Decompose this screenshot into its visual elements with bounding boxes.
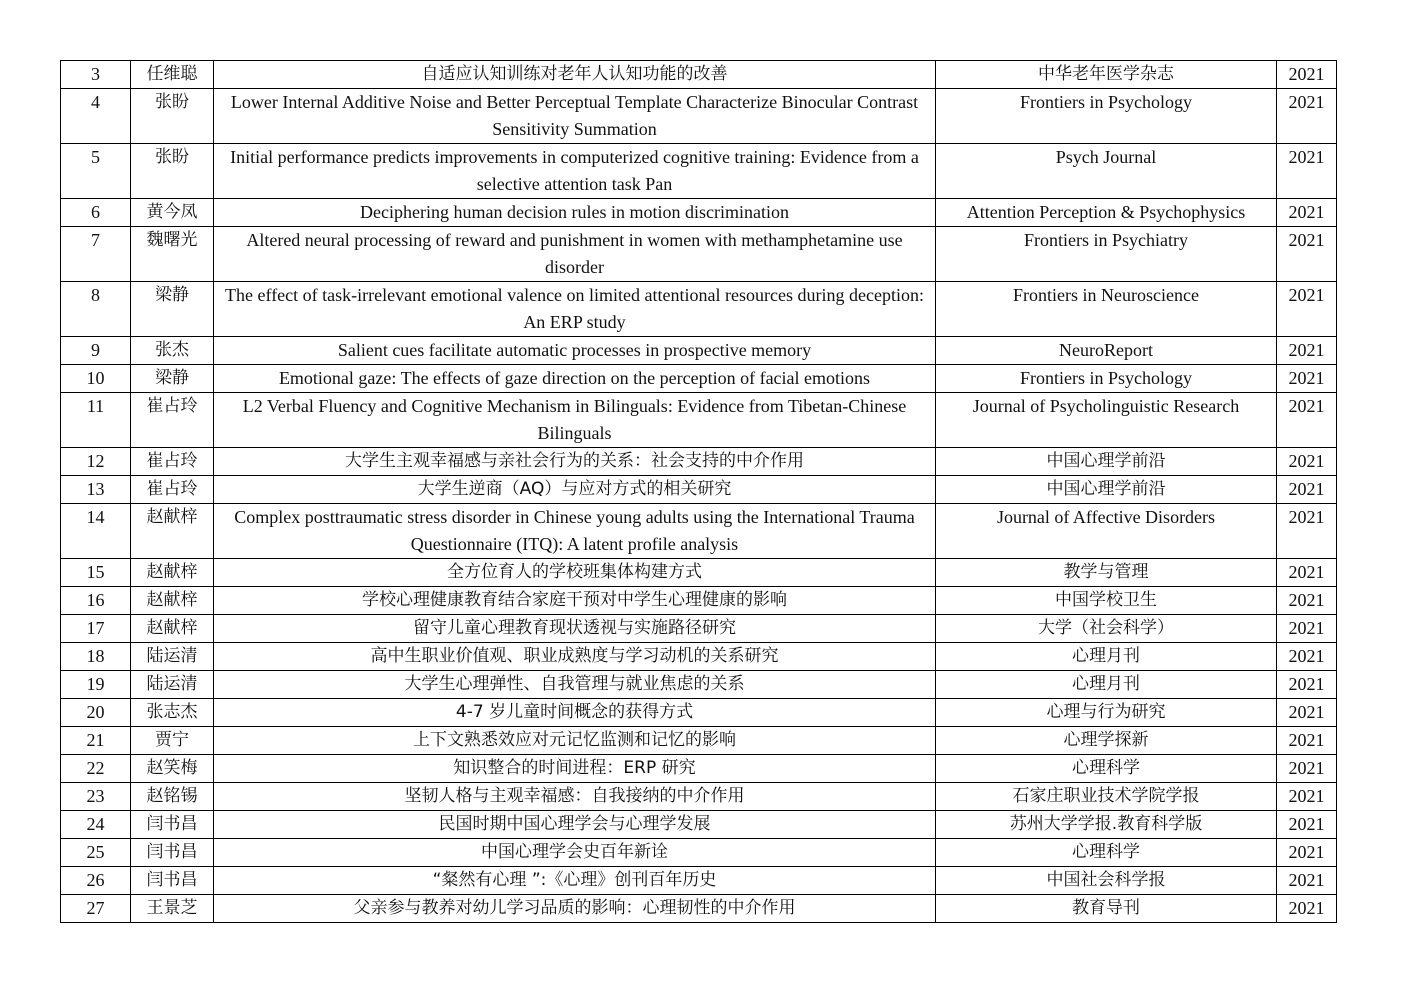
table-row bbox=[61, 643, 1337, 671]
paper-title-cell: 高中生职业价值观、职业成熟度与学习动机的关系研究 bbox=[214, 643, 936, 671]
paper-title-cell: Deciphering human decision rules in motion discrimination bbox=[214, 199, 936, 227]
paper-title-cell: Complex posttraumatic stress disorder in Chinese young adults using the International Trauma Questionnaire (ITQ): A latent profile analysis bbox=[214, 504, 936, 559]
publications-table-body bbox=[61, 61, 1337, 923]
paper-title-cell: Lower Internal Additive Noise and Better Perceptual Template Characterize Binocular Contrast Sensitivity Summation bbox=[214, 89, 936, 144]
journal-cell: 心理月刊 bbox=[936, 643, 1277, 671]
table-row bbox=[61, 365, 1337, 393]
year-cell: 2021 bbox=[1277, 839, 1337, 867]
table-row bbox=[61, 144, 1337, 199]
author-cell: 黄今凤 bbox=[131, 199, 214, 227]
row-number: 19 bbox=[61, 671, 131, 699]
author-cell: 闫书昌 bbox=[131, 839, 214, 867]
row-number: 8 bbox=[61, 282, 131, 337]
author-cell: 闫书昌 bbox=[131, 811, 214, 839]
table-row bbox=[61, 587, 1337, 615]
row-number: 22 bbox=[61, 755, 131, 783]
year-cell: 2021 bbox=[1277, 448, 1337, 476]
table-row bbox=[61, 61, 1337, 89]
paper-title-cell: “粲然有心理 ”:《心理》创刊百年历史 bbox=[214, 867, 936, 895]
author-cell: 陆运清 bbox=[131, 643, 214, 671]
journal-cell: 心理科学 bbox=[936, 839, 1277, 867]
paper-title-cell: 中国心理学会史百年新诠 bbox=[214, 839, 936, 867]
paper-title-cell: Salient cues facilitate automatic processes in prospective memory bbox=[214, 337, 936, 365]
paper-title-cell: 学校心理健康教育结合家庭干预对中学生心理健康的影响 bbox=[214, 587, 936, 615]
paper-title-cell: Emotional gaze: The effects of gaze direction on the perception of facial emotions bbox=[214, 365, 936, 393]
year-cell: 2021 bbox=[1277, 393, 1337, 448]
journal-cell: Frontiers in Psychiatry bbox=[936, 227, 1277, 282]
journal-cell: Frontiers in Psychology bbox=[936, 365, 1277, 393]
row-number: 15 bbox=[61, 559, 131, 587]
author-cell: 梁静 bbox=[131, 365, 214, 393]
row-number: 9 bbox=[61, 337, 131, 365]
journal-cell: 中国心理学前沿 bbox=[936, 476, 1277, 504]
table-row bbox=[61, 839, 1337, 867]
author-cell: 陆运清 bbox=[131, 671, 214, 699]
year-cell: 2021 bbox=[1277, 89, 1337, 144]
journal-cell: 心理月刊 bbox=[936, 671, 1277, 699]
author-cell: 任维聪 bbox=[131, 61, 214, 89]
journal-cell: 苏州大学学报.教育科学版 bbox=[936, 811, 1277, 839]
author-cell: 赵笑梅 bbox=[131, 755, 214, 783]
row-number: 24 bbox=[61, 811, 131, 839]
row-number: 26 bbox=[61, 867, 131, 895]
year-cell: 2021 bbox=[1277, 144, 1337, 199]
year-cell: 2021 bbox=[1277, 615, 1337, 643]
journal-cell: Journal of Affective Disorders bbox=[936, 504, 1277, 559]
journal-cell: 中国学校卫生 bbox=[936, 587, 1277, 615]
publications-table bbox=[60, 60, 1337, 923]
paper-title-cell: 自适应认知训练对老年人认知功能的改善 bbox=[214, 61, 936, 89]
year-cell: 2021 bbox=[1277, 783, 1337, 811]
table-row bbox=[61, 393, 1337, 448]
author-cell: 赵献梓 bbox=[131, 559, 214, 587]
table-row bbox=[61, 867, 1337, 895]
author-cell: 崔占玲 bbox=[131, 448, 214, 476]
year-cell: 2021 bbox=[1277, 504, 1337, 559]
year-cell: 2021 bbox=[1277, 867, 1337, 895]
table-row bbox=[61, 337, 1337, 365]
paper-title-cell: The effect of task-irrelevant emotional valence on limited attentional resources during deception: An ERP study bbox=[214, 282, 936, 337]
table-row bbox=[61, 559, 1337, 587]
year-cell: 2021 bbox=[1277, 282, 1337, 337]
author-cell: 梁静 bbox=[131, 282, 214, 337]
author-cell: 张杰 bbox=[131, 337, 214, 365]
table-row bbox=[61, 671, 1337, 699]
journal-cell: 心理与行为研究 bbox=[936, 699, 1277, 727]
journal-cell: 石家庄职业技术学院学报 bbox=[936, 783, 1277, 811]
row-number: 18 bbox=[61, 643, 131, 671]
journal-cell: Journal of Psycholinguistic Research bbox=[936, 393, 1277, 448]
paper-title-cell: 全方位育人的学校班集体构建方式 bbox=[214, 559, 936, 587]
author-cell: 王景芝 bbox=[131, 895, 214, 923]
year-cell: 2021 bbox=[1277, 587, 1337, 615]
row-number: 21 bbox=[61, 727, 131, 755]
year-cell: 2021 bbox=[1277, 699, 1337, 727]
table-row bbox=[61, 504, 1337, 559]
table-row bbox=[61, 811, 1337, 839]
paper-title-cell: 父亲参与教养对幼儿学习品质的影响：心理韧性的中介作用 bbox=[214, 895, 936, 923]
table-row bbox=[61, 89, 1337, 144]
paper-title-cell: 留守儿童心理教育现状透视与实施路径研究 bbox=[214, 615, 936, 643]
paper-title-cell: 上下文熟悉效应对元记忆监测和记忆的影响 bbox=[214, 727, 936, 755]
author-cell: 崔占玲 bbox=[131, 393, 214, 448]
year-cell: 2021 bbox=[1277, 365, 1337, 393]
journal-cell: 教学与管理 bbox=[936, 559, 1277, 587]
year-cell: 2021 bbox=[1277, 61, 1337, 89]
year-cell: 2021 bbox=[1277, 755, 1337, 783]
author-cell: 崔占玲 bbox=[131, 476, 214, 504]
table-row bbox=[61, 448, 1337, 476]
paper-title-cell: Altered neural processing of reward and punishment in women with methamphetamine use disorder bbox=[214, 227, 936, 282]
paper-title-cell: 4-7 岁儿童时间概念的获得方式 bbox=[214, 699, 936, 727]
row-number: 3 bbox=[61, 61, 131, 89]
journal-cell: 大学（社会科学） bbox=[936, 615, 1277, 643]
author-cell: 张志杰 bbox=[131, 699, 214, 727]
year-cell: 2021 bbox=[1277, 727, 1337, 755]
author-cell: 魏曙光 bbox=[131, 227, 214, 282]
row-number: 16 bbox=[61, 587, 131, 615]
year-cell: 2021 bbox=[1277, 643, 1337, 671]
row-number: 12 bbox=[61, 448, 131, 476]
year-cell: 2021 bbox=[1277, 559, 1337, 587]
row-number: 25 bbox=[61, 839, 131, 867]
author-cell: 张盼 bbox=[131, 144, 214, 199]
row-number: 27 bbox=[61, 895, 131, 923]
journal-cell: 中华老年医学杂志 bbox=[936, 61, 1277, 89]
year-cell: 2021 bbox=[1277, 337, 1337, 365]
journal-cell: 中国社会科学报 bbox=[936, 867, 1277, 895]
author-cell: 张盼 bbox=[131, 89, 214, 144]
journal-cell: 心理科学 bbox=[936, 755, 1277, 783]
row-number: 5 bbox=[61, 144, 131, 199]
author-cell: 赵献梓 bbox=[131, 615, 214, 643]
row-number: 23 bbox=[61, 783, 131, 811]
row-number: 6 bbox=[61, 199, 131, 227]
paper-title-cell: Initial performance predicts improvements in computerized cognitive training: Evidence from a selective attention task Pan bbox=[214, 144, 936, 199]
row-number: 10 bbox=[61, 365, 131, 393]
year-cell: 2021 bbox=[1277, 199, 1337, 227]
table-row bbox=[61, 476, 1337, 504]
row-number: 17 bbox=[61, 615, 131, 643]
paper-title-cell: 民国时期中国心理学会与心理学发展 bbox=[214, 811, 936, 839]
author-cell: 赵献梓 bbox=[131, 504, 214, 559]
table-row bbox=[61, 615, 1337, 643]
paper-title-cell: L2 Verbal Fluency and Cognitive Mechanism in Bilinguals: Evidence from Tibetan-Chinese Bilinguals bbox=[214, 393, 936, 448]
journal-cell: 中国心理学前沿 bbox=[936, 448, 1277, 476]
year-cell: 2021 bbox=[1277, 895, 1337, 923]
paper-title-cell: 坚韧人格与主观幸福感：自我接纳的中介作用 bbox=[214, 783, 936, 811]
journal-cell: NeuroReport bbox=[936, 337, 1277, 365]
year-cell: 2021 bbox=[1277, 227, 1337, 282]
table-row bbox=[61, 783, 1337, 811]
paper-title-cell: 大学生主观幸福感与亲社会行为的关系：社会支持的中介作用 bbox=[214, 448, 936, 476]
journal-cell: Frontiers in Neuroscience bbox=[936, 282, 1277, 337]
row-number: 13 bbox=[61, 476, 131, 504]
row-number: 14 bbox=[61, 504, 131, 559]
author-cell: 赵铭锡 bbox=[131, 783, 214, 811]
row-number: 20 bbox=[61, 699, 131, 727]
journal-cell: Attention Perception & Psychophysics bbox=[936, 199, 1277, 227]
author-cell: 闫书昌 bbox=[131, 867, 214, 895]
journal-cell: Psych Journal bbox=[936, 144, 1277, 199]
table-row bbox=[61, 755, 1337, 783]
row-number: 11 bbox=[61, 393, 131, 448]
journal-cell: 心理学探新 bbox=[936, 727, 1277, 755]
table-row bbox=[61, 895, 1337, 923]
year-cell: 2021 bbox=[1277, 811, 1337, 839]
table-row bbox=[61, 727, 1337, 755]
journal-cell: 教育导刊 bbox=[936, 895, 1277, 923]
table-row bbox=[61, 227, 1337, 282]
paper-title-cell: 知识整合的时间进程：ERP 研究 bbox=[214, 755, 936, 783]
year-cell: 2021 bbox=[1277, 671, 1337, 699]
row-number: 7 bbox=[61, 227, 131, 282]
paper-title-cell: 大学生逆商（AQ）与应对方式的相关研究 bbox=[214, 476, 936, 504]
journal-cell: Frontiers in Psychology bbox=[936, 89, 1277, 144]
table-row bbox=[61, 699, 1337, 727]
table-row bbox=[61, 282, 1337, 337]
author-cell: 贾宁 bbox=[131, 727, 214, 755]
table-row bbox=[61, 199, 1337, 227]
row-number: 4 bbox=[61, 89, 131, 144]
year-cell: 2021 bbox=[1277, 476, 1337, 504]
author-cell: 赵献梓 bbox=[131, 587, 214, 615]
paper-title-cell: 大学生心理弹性、自我管理与就业焦虑的关系 bbox=[214, 671, 936, 699]
